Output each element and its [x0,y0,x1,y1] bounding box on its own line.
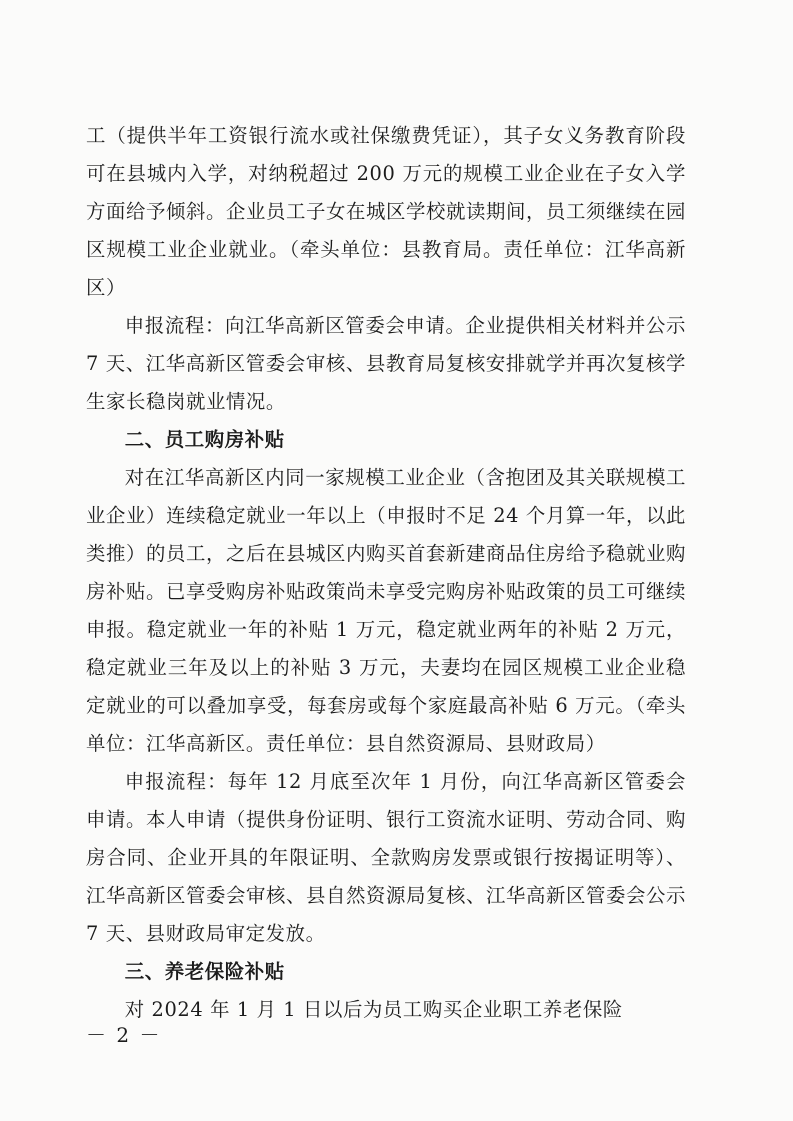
paragraph-housing-application: 申报流程：每年 12 月底至次年 1 月份，向江华高新区管委会申请。本人申请（提供身份证明、银行工资流水证明、劳动合同、购房合同、企业开具的年限证明、全款购房发票或银行按揭证明等）、江华高新区管委会审核、县自然资源局复核、江华高新区管委会公示 7 天、县财政局审定发放。 [86,770,686,945]
section-heading-housing-subsidy: 二、员工购房补贴 [124,428,285,451]
paragraph-pension-subsidy: 对 2024 年 1 月 1 日以后为员工购买企业职工养老保险 [124,998,623,1021]
paragraph-education-continuation: 工（提供半年工资银行流水或社保缴费凭证），其子女义务教育阶段可在县城内入学，对纳税超过 200 万元的规模工业企业在子女入学方面给予倾斜。企业员工子女在城区学校就读期间，员工须继续在园区规模工业企业就业。（牵头单位：县教育局。责任单位：江华高新区） [86,124,686,299]
section-heading-pension-subsidy: 三、养老保险补贴 [124,960,285,983]
document-body [86,117,686,1029]
page-number: － 2 － [86,1023,162,1047]
paragraph-education-application: 申报流程：向江华高新区管委会申请。企业提供相关材料并公示 7 天、江华高新区管委会审核、县教育局复核安排就学并再次复核学生家长稳岗就业情况。 [86,314,686,413]
paragraph-housing-subsidy: 对在江华高新区内同一家规模工业企业（含抱团及其关联规模工业企业）连续稳定就业一年以上（申报时不足 24 个月算一年，以此类推）的员工，之后在县城区内购买首套新建商品住房给予稳就业购房补贴。已享受购房补贴政策尚未享受完购房补贴政策的员工可继续申报。稳定就业一年的补贴 1 万元，稳定就业两年的补贴 2 万元，稳定就业三年及以上的补贴 3 万元，夫妻均在园区规模工业企业稳定就业的可以叠加享受，每套房或每个家庭最高补贴 6 万元。（牵头单位：江华高新区。责任单位：县自然资源局、县财政局） [86,466,686,755]
